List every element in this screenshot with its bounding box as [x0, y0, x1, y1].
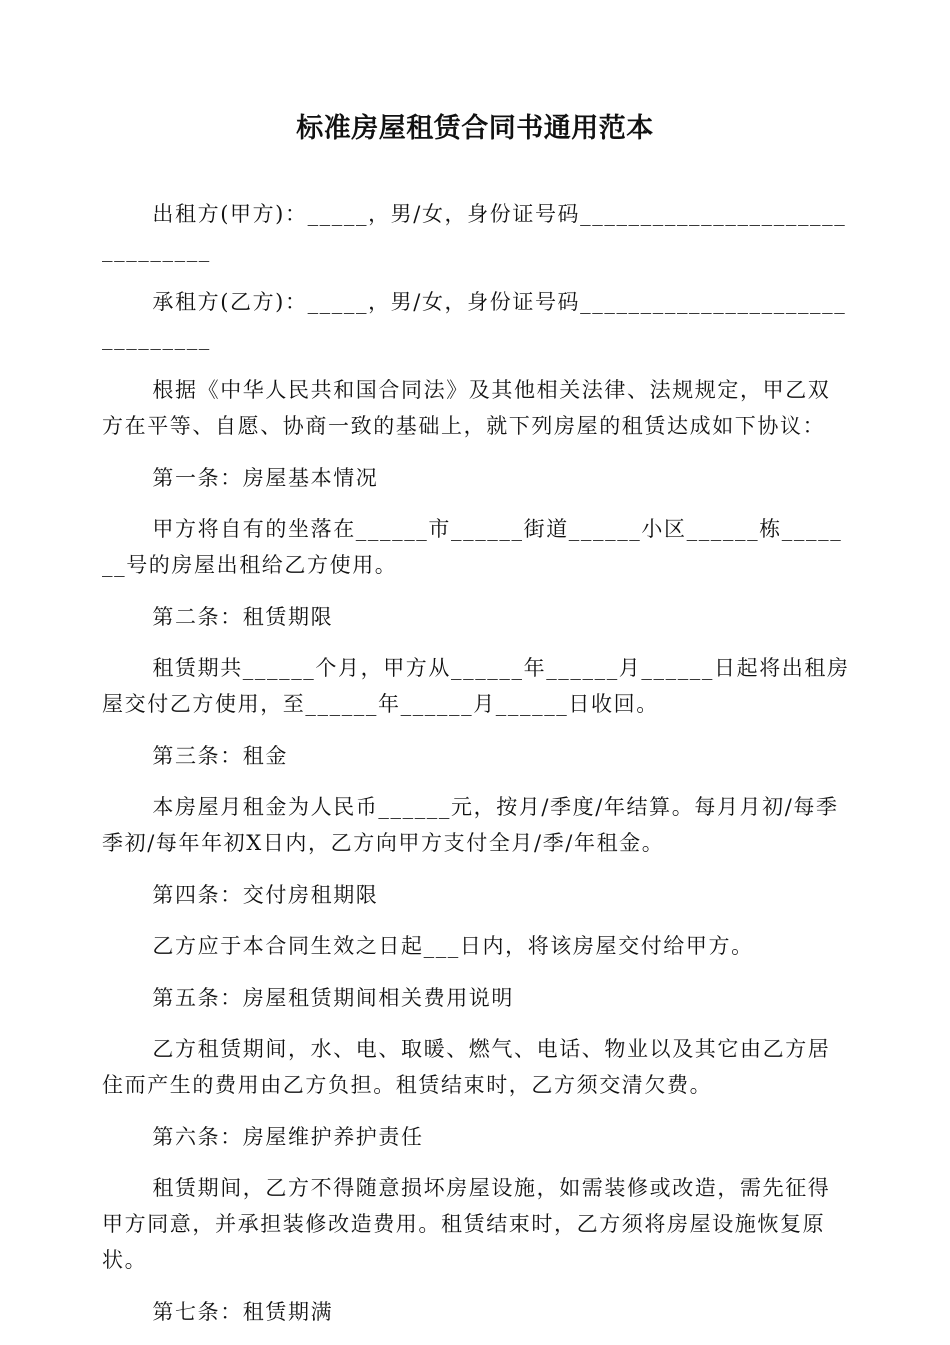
- article-4-heading: 第四条：交付房租期限: [152, 883, 379, 907]
- article-6-heading: 第六条：房屋维护养护责任: [152, 1125, 424, 1149]
- article-1-body: 甲方将自有的坐落在______市______街道______小区______栋_______号的房屋出租给乙方使用。: [102, 517, 843, 577]
- article-5-body: 乙方租赁期间，水、电、取暖、燃气、电话、物业以及其它由乙方居住而产生的费用由乙方负担。租赁结束时，乙方须交清欠费。: [102, 1037, 831, 1097]
- article-2-body: 租赁期共______个月，甲方从______年______月______日起将出租房屋交付乙方使用，至______年______月______日收回。: [102, 656, 850, 716]
- document-title: 标准房屋租赁合同书通用范本: [296, 113, 654, 144]
- article-5-heading: 第五条：房屋租赁期间相关费用说明: [152, 986, 514, 1010]
- preamble-paragraph: 根据《中华人民共和国合同法》及其他相关法律、法规规定，甲乙双方在平等、自愿、协商一致的基础上，就下列房屋的租赁达成如下协议：: [102, 378, 831, 438]
- party-a-line: 出租方(甲方)：_____，男/女，身份证号码_______________________________: [102, 202, 847, 262]
- article-4-body: 乙方应于本合同生效之日起___日内，将该房屋交付给甲方。: [152, 934, 754, 958]
- article-2-heading: 第二条：租赁期限: [152, 605, 334, 629]
- article-1-heading: 第一条：房屋基本情况: [152, 466, 379, 490]
- document-body: [102, 196, 852, 1345]
- article-6-body: 租赁期间，乙方不得随意损坏房屋设施，如需装修或改造，需先征得甲方同意，并承担装修改造费用。租赁结束时，乙方须将房屋设施恢复原状。: [102, 1176, 831, 1272]
- article-3-body: 本房屋月租金为人民币______元，按月/季度/年结算。每月月初/每季季初/每年年初X日内，乙方向甲方支付全月/季/年租金。: [102, 795, 839, 855]
- party-b-line: 承租方(乙方)：_____，男/女，身份证号码_______________________________: [102, 290, 847, 350]
- article-7-heading: 第七条：租赁期满: [152, 1300, 334, 1324]
- article-3-heading: 第三条：租金: [152, 744, 288, 768]
